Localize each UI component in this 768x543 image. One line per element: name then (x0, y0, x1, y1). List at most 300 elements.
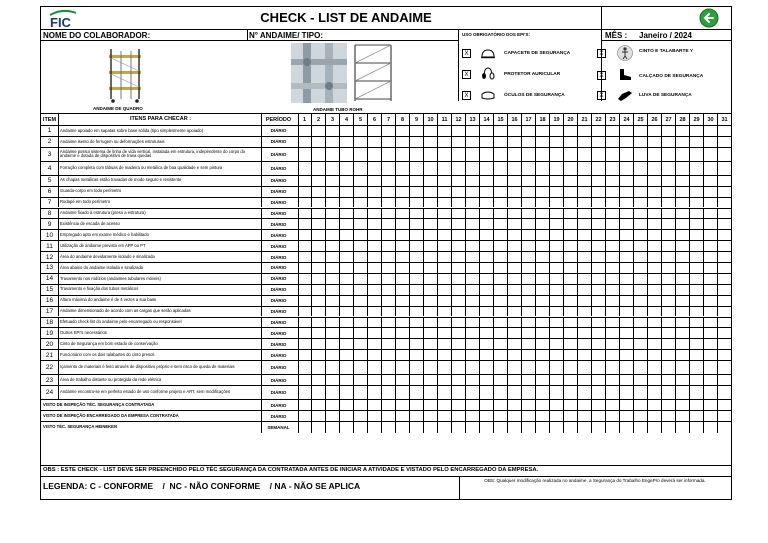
day-cell[interactable] (354, 296, 368, 306)
day-cell[interactable] (592, 400, 606, 410)
day-cell[interactable] (480, 361, 494, 374)
day-cell[interactable] (494, 209, 508, 219)
day-cell[interactable] (480, 187, 494, 197)
day-cell[interactable] (368, 350, 382, 360)
day-cell[interactable] (368, 148, 382, 161)
day-cell[interactable] (480, 422, 494, 432)
day-cell[interactable] (648, 361, 662, 374)
day-cell[interactable] (298, 198, 312, 208)
day-cell[interactable] (578, 400, 592, 410)
day-cell[interactable] (676, 361, 690, 374)
day-cell[interactable] (592, 422, 606, 432)
day-cell[interactable] (536, 307, 550, 317)
day-cell[interactable] (648, 339, 662, 349)
day-cell[interactable] (508, 137, 522, 147)
epi-checkbox-helmet[interactable]: X (462, 49, 471, 58)
day-cell[interactable] (396, 274, 410, 284)
day-cell[interactable] (634, 230, 648, 240)
day-cell[interactable] (536, 400, 550, 410)
day-cell[interactable] (536, 328, 550, 338)
day-cell[interactable] (466, 176, 480, 186)
day-cell[interactable] (410, 162, 424, 175)
day-cell[interactable] (522, 126, 536, 136)
day-cell[interactable] (382, 296, 396, 306)
day-cell[interactable] (606, 411, 620, 421)
day-cell[interactable] (480, 375, 494, 385)
day-cell[interactable] (396, 219, 410, 229)
day-cell[interactable] (578, 375, 592, 385)
day-cell[interactable] (564, 339, 578, 349)
day-cell[interactable] (578, 176, 592, 186)
day-cell[interactable] (494, 361, 508, 374)
day-cell[interactable] (522, 187, 536, 197)
day-cell[interactable] (480, 386, 494, 399)
day-cell[interactable] (578, 126, 592, 136)
day-cell[interactable] (452, 198, 466, 208)
day-cell[interactable] (438, 187, 452, 197)
day-cell[interactable] (550, 198, 564, 208)
day-cell[interactable] (634, 339, 648, 349)
day-cell[interactable] (578, 148, 592, 161)
day-cell[interactable] (494, 422, 508, 432)
day-cell[interactable] (340, 361, 354, 374)
day-cell[interactable] (312, 274, 326, 284)
day-cell[interactable] (396, 328, 410, 338)
day-cell[interactable] (704, 198, 718, 208)
day-cell[interactable] (676, 252, 690, 262)
day-cell[interactable] (662, 148, 676, 161)
day-cell[interactable] (368, 411, 382, 421)
day-cell[interactable] (648, 285, 662, 295)
day-cell[interactable] (424, 241, 438, 251)
day-cell[interactable] (620, 252, 634, 262)
day-cell[interactable] (592, 219, 606, 229)
day-cell[interactable] (592, 252, 606, 262)
day-cell[interactable] (536, 285, 550, 295)
day-cell[interactable] (452, 386, 466, 399)
day-cell[interactable] (368, 176, 382, 186)
day-cell[interactable] (312, 422, 326, 432)
day-cell[interactable] (634, 386, 648, 399)
day-cell[interactable] (704, 162, 718, 175)
day-cell[interactable] (592, 350, 606, 360)
day-cell[interactable] (718, 274, 731, 284)
day-cell[interactable] (662, 263, 676, 273)
day-cell[interactable] (648, 422, 662, 432)
day-cell[interactable] (550, 241, 564, 251)
day-cell[interactable] (326, 328, 340, 338)
day-cell[interactable] (494, 137, 508, 147)
day-cell[interactable] (452, 318, 466, 328)
day-cell[interactable] (676, 263, 690, 273)
day-cell[interactable] (536, 339, 550, 349)
day-cell[interactable] (438, 350, 452, 360)
day-cell[interactable] (662, 375, 676, 385)
day-cell[interactable] (690, 307, 704, 317)
day-cell[interactable] (326, 252, 340, 262)
day-cell[interactable] (480, 263, 494, 273)
day-cell[interactable] (648, 274, 662, 284)
day-cell[interactable] (354, 318, 368, 328)
day-cell[interactable] (592, 328, 606, 338)
day-cell[interactable] (466, 137, 480, 147)
day-cell[interactable] (536, 126, 550, 136)
day-cell[interactable] (662, 274, 676, 284)
day-cell[interactable] (396, 241, 410, 251)
day-cell[interactable] (480, 328, 494, 338)
day-cell[interactable] (382, 339, 396, 349)
day-cell[interactable] (480, 148, 494, 161)
day-cell[interactable] (592, 375, 606, 385)
day-cell[interactable] (340, 137, 354, 147)
day-cell[interactable] (662, 137, 676, 147)
day-cell[interactable] (564, 411, 578, 421)
day-cell[interactable] (466, 361, 480, 374)
day-cell[interactable] (382, 230, 396, 240)
day-cell[interactable] (564, 318, 578, 328)
day-cell[interactable] (466, 219, 480, 229)
day-cell[interactable] (634, 176, 648, 186)
day-cell[interactable] (536, 252, 550, 262)
day-cell[interactable] (326, 162, 340, 175)
day-cell[interactable] (382, 422, 396, 432)
day-cell[interactable] (438, 318, 452, 328)
day-cell[interactable] (620, 307, 634, 317)
day-cell[interactable] (410, 296, 424, 306)
day-cell[interactable] (592, 296, 606, 306)
day-cell[interactable] (354, 400, 368, 410)
day-cell[interactable] (592, 318, 606, 328)
day-cell[interactable] (704, 126, 718, 136)
day-cell[interactable] (424, 400, 438, 410)
day-cell[interactable] (634, 375, 648, 385)
day-cell[interactable] (718, 263, 731, 273)
day-cell[interactable] (312, 209, 326, 219)
day-cell[interactable] (606, 148, 620, 161)
day-cell[interactable] (718, 241, 731, 251)
day-cell[interactable] (620, 422, 634, 432)
day-cell[interactable] (564, 296, 578, 306)
day-cell[interactable] (522, 162, 536, 175)
day-cell[interactable] (522, 219, 536, 229)
epi-checkbox-ear[interactable]: X (462, 70, 471, 79)
day-cell[interactable] (578, 386, 592, 399)
day-cell[interactable] (452, 263, 466, 273)
day-cell[interactable] (480, 137, 494, 147)
day-cell[interactable] (690, 230, 704, 240)
day-cell[interactable] (704, 386, 718, 399)
day-cell[interactable] (410, 176, 424, 186)
day-cell[interactable] (578, 198, 592, 208)
day-cell[interactable] (466, 339, 480, 349)
day-cell[interactable] (494, 263, 508, 273)
day-cell[interactable] (298, 328, 312, 338)
day-cell[interactable] (354, 339, 368, 349)
day-cell[interactable] (298, 187, 312, 197)
day-cell[interactable] (536, 209, 550, 219)
day-cell[interactable] (340, 148, 354, 161)
day-cell[interactable] (592, 148, 606, 161)
day-cell[interactable] (536, 296, 550, 306)
day-cell[interactable] (704, 375, 718, 385)
day-cell[interactable] (494, 307, 508, 317)
day-cell[interactable] (704, 350, 718, 360)
day-cell[interactable] (508, 230, 522, 240)
day-cell[interactable] (564, 285, 578, 295)
day-cell[interactable] (396, 386, 410, 399)
day-cell[interactable] (550, 339, 564, 349)
day-cell[interactable] (396, 361, 410, 374)
day-cell[interactable] (466, 422, 480, 432)
day-cell[interactable] (718, 328, 731, 338)
day-cell[interactable] (480, 350, 494, 360)
day-cell[interactable] (424, 198, 438, 208)
day-cell[interactable] (466, 198, 480, 208)
day-cell[interactable] (606, 126, 620, 136)
day-cell[interactable] (592, 361, 606, 374)
day-cell[interactable] (648, 411, 662, 421)
day-cell[interactable] (438, 241, 452, 251)
day-cell[interactable] (312, 263, 326, 273)
day-cell[interactable] (508, 241, 522, 251)
day-cell[interactable] (592, 411, 606, 421)
day-cell[interactable] (592, 230, 606, 240)
day-cell[interactable] (564, 187, 578, 197)
day-cell[interactable] (312, 187, 326, 197)
day-cell[interactable] (718, 137, 731, 147)
day-cell[interactable] (648, 328, 662, 338)
day-cell[interactable] (466, 126, 480, 136)
day-cell[interactable] (326, 219, 340, 229)
day-cell[interactable] (452, 339, 466, 349)
day-cell[interactable] (368, 209, 382, 219)
day-cell[interactable] (466, 187, 480, 197)
day-cell[interactable] (298, 411, 312, 421)
day-cell[interactable] (354, 252, 368, 262)
day-cell[interactable] (536, 263, 550, 273)
day-cell[interactable] (508, 187, 522, 197)
day-cell[interactable] (718, 411, 731, 421)
day-cell[interactable] (424, 230, 438, 240)
day-cell[interactable] (620, 375, 634, 385)
day-cell[interactable] (424, 422, 438, 432)
day-cell[interactable] (354, 126, 368, 136)
day-cell[interactable] (438, 375, 452, 385)
day-cell[interactable] (508, 296, 522, 306)
day-cell[interactable] (340, 274, 354, 284)
day-cell[interactable] (564, 400, 578, 410)
day-cell[interactable] (340, 350, 354, 360)
day-cell[interactable] (452, 148, 466, 161)
day-cell[interactable] (648, 162, 662, 175)
day-cell[interactable] (550, 411, 564, 421)
day-cell[interactable] (676, 187, 690, 197)
day-cell[interactable] (326, 318, 340, 328)
day-cell[interactable] (564, 219, 578, 229)
day-cell[interactable] (410, 148, 424, 161)
andaime-tipo-field[interactable] (333, 30, 453, 40)
day-cell[interactable] (620, 219, 634, 229)
day-cell[interactable] (424, 263, 438, 273)
day-cell[interactable] (634, 219, 648, 229)
day-cell[interactable] (606, 400, 620, 410)
day-cell[interactable] (354, 241, 368, 251)
day-cell[interactable] (340, 318, 354, 328)
day-cell[interactable] (564, 307, 578, 317)
day-cell[interactable] (620, 274, 634, 284)
day-cell[interactable] (438, 411, 452, 421)
day-cell[interactable] (676, 285, 690, 295)
day-cell[interactable] (592, 209, 606, 219)
day-cell[interactable] (718, 252, 731, 262)
day-cell[interactable] (494, 176, 508, 186)
day-cell[interactable] (606, 187, 620, 197)
day-cell[interactable] (396, 400, 410, 410)
day-cell[interactable] (396, 375, 410, 385)
day-cell[interactable] (452, 187, 466, 197)
day-cell[interactable] (466, 252, 480, 262)
day-cell[interactable] (452, 296, 466, 306)
day-cell[interactable] (676, 328, 690, 338)
day-cell[interactable] (382, 274, 396, 284)
day-cell[interactable] (578, 422, 592, 432)
day-cell[interactable] (620, 361, 634, 374)
day-cell[interactable] (676, 162, 690, 175)
day-cell[interactable] (480, 296, 494, 306)
day-cell[interactable] (508, 148, 522, 161)
day-cell[interactable] (536, 137, 550, 147)
day-cell[interactable] (606, 198, 620, 208)
day-cell[interactable] (396, 296, 410, 306)
day-cell[interactable] (452, 361, 466, 374)
day-cell[interactable] (648, 386, 662, 399)
day-cell[interactable] (424, 209, 438, 219)
day-cell[interactable] (606, 176, 620, 186)
day-cell[interactable] (508, 422, 522, 432)
day-cell[interactable] (634, 274, 648, 284)
day-cell[interactable] (382, 400, 396, 410)
day-cell[interactable] (592, 386, 606, 399)
day-cell[interactable] (648, 263, 662, 273)
day-cell[interactable] (704, 400, 718, 410)
day-cell[interactable] (662, 198, 676, 208)
day-cell[interactable] (536, 241, 550, 251)
day-cell[interactable] (676, 422, 690, 432)
day-cell[interactable] (480, 198, 494, 208)
day-cell[interactable] (326, 230, 340, 240)
day-cell[interactable] (606, 361, 620, 374)
day-cell[interactable] (690, 148, 704, 161)
day-cell[interactable] (676, 274, 690, 284)
day-cell[interactable] (522, 176, 536, 186)
day-cell[interactable] (634, 126, 648, 136)
day-cell[interactable] (452, 219, 466, 229)
day-cell[interactable] (354, 263, 368, 273)
day-cell[interactable] (592, 126, 606, 136)
day-cell[interactable] (452, 162, 466, 175)
day-cell[interactable] (704, 148, 718, 161)
day-cell[interactable] (704, 263, 718, 273)
day-cell[interactable] (620, 318, 634, 328)
day-cell[interactable] (690, 296, 704, 306)
day-cell[interactable] (690, 198, 704, 208)
day-cell[interactable] (382, 411, 396, 421)
day-cell[interactable] (662, 219, 676, 229)
day-cell[interactable] (662, 328, 676, 338)
day-cell[interactable] (508, 126, 522, 136)
day-cell[interactable] (396, 230, 410, 240)
day-cell[interactable] (354, 375, 368, 385)
day-cell[interactable] (340, 307, 354, 317)
day-cell[interactable] (410, 126, 424, 136)
day-cell[interactable] (662, 162, 676, 175)
day-cell[interactable] (326, 361, 340, 374)
day-cell[interactable] (508, 386, 522, 399)
day-cell[interactable] (410, 422, 424, 432)
day-cell[interactable] (550, 148, 564, 161)
day-cell[interactable] (606, 386, 620, 399)
day-cell[interactable] (536, 162, 550, 175)
day-cell[interactable] (382, 187, 396, 197)
day-cell[interactable] (704, 209, 718, 219)
day-cell[interactable] (690, 422, 704, 432)
day-cell[interactable] (396, 411, 410, 421)
day-cell[interactable] (508, 328, 522, 338)
day-cell[interactable] (634, 307, 648, 317)
day-cell[interactable] (536, 274, 550, 284)
day-cell[interactable] (690, 285, 704, 295)
day-cell[interactable] (718, 307, 731, 317)
day-cell[interactable] (494, 339, 508, 349)
day-cell[interactable] (466, 241, 480, 251)
colaborador-field[interactable] (151, 30, 246, 40)
day-cell[interactable] (550, 400, 564, 410)
day-cell[interactable] (368, 219, 382, 229)
day-cell[interactable] (620, 400, 634, 410)
day-cell[interactable] (690, 375, 704, 385)
day-cell[interactable] (424, 137, 438, 147)
day-cell[interactable] (718, 361, 731, 374)
back-button[interactable] (699, 8, 719, 28)
day-cell[interactable] (606, 209, 620, 219)
day-cell[interactable] (466, 375, 480, 385)
day-cell[interactable] (662, 230, 676, 240)
day-cell[interactable] (634, 350, 648, 360)
day-cell[interactable] (550, 187, 564, 197)
day-cell[interactable] (326, 187, 340, 197)
day-cell[interactable] (676, 126, 690, 136)
day-cell[interactable] (606, 318, 620, 328)
day-cell[interactable] (550, 230, 564, 240)
day-cell[interactable] (606, 274, 620, 284)
day-cell[interactable] (690, 162, 704, 175)
day-cell[interactable] (340, 209, 354, 219)
day-cell[interactable] (564, 137, 578, 147)
day-cell[interactable] (662, 187, 676, 197)
day-cell[interactable] (354, 187, 368, 197)
day-cell[interactable] (480, 176, 494, 186)
day-cell[interactable] (704, 339, 718, 349)
day-cell[interactable] (522, 386, 536, 399)
day-cell[interactable] (634, 252, 648, 262)
day-cell[interactable] (648, 126, 662, 136)
day-cell[interactable] (312, 339, 326, 349)
day-cell[interactable] (452, 375, 466, 385)
day-cell[interactable] (438, 148, 452, 161)
day-cell[interactable] (634, 263, 648, 273)
day-cell[interactable] (368, 241, 382, 251)
day-cell[interactable] (410, 400, 424, 410)
